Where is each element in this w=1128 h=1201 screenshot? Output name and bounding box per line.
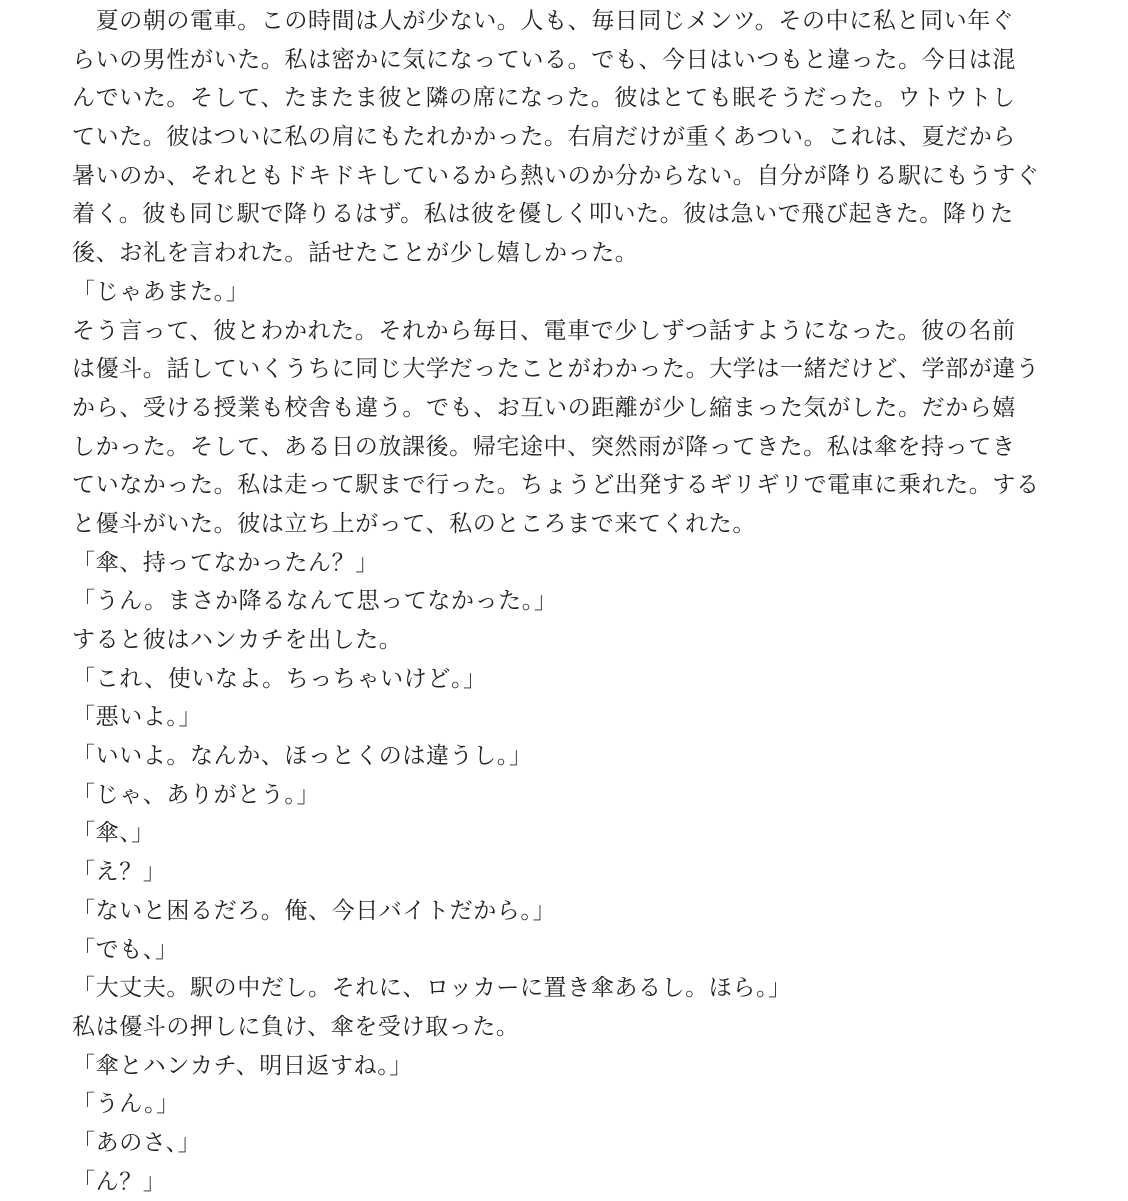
dialogue-line: 「でも、」	[72, 936, 179, 963]
story-text	[72, 2, 1072, 1201]
dialogue-line: 「え？」	[72, 859, 167, 886]
dialogue-line: 「大丈夫。駅の中だし。それに、ロッカーに置き傘あるし。ほら。」	[72, 975, 792, 1002]
text-line: そう言って、彼とわかれた。それから毎日、電車で少しずつ話すようになった。彼の名前	[72, 317, 1016, 344]
dialogue-line: 「これ、使いなよ。ちっちゃいけど。」	[72, 665, 487, 692]
dialogue-line: 「傘とハンカチ、明日返すね。」	[72, 1052, 413, 1079]
dialogue-line: 「じゃ、ありがとう。」	[72, 781, 321, 808]
text-line: から、受ける授業も校舎も違う。でも、お互いの距離が少し縮まった気がした。だから嬉	[72, 394, 1016, 421]
dialogue-line: 「傘、持ってなかったん？」	[72, 549, 379, 576]
text-line: 私は優斗の押しに負け、傘を受け取った。	[72, 1013, 520, 1040]
dialogue-line: 「じゃあまた。」	[72, 278, 250, 305]
dialogue-line: 「あのさ、」	[72, 1129, 202, 1156]
text-line: は優斗。話していくうちに同じ大学だったことがわかった。大学は一緒だけど、学部が違う	[72, 356, 1040, 383]
dialogue-line: 「悪いよ。」	[72, 704, 203, 731]
text-line: 後、お礼を言われた。話せたことが少し嬉しかった。	[72, 240, 639, 267]
dialogue-line: 「ん？」	[72, 1168, 167, 1195]
dialogue-line: 「ないと困るだろ。俺、今日バイトだから。」	[72, 897, 557, 924]
text-line: 暑いのか、それともドキドキしているから熱いのか分からない。自分が降りる駅にもうすぐ	[72, 162, 1040, 189]
text-line: と優斗がいた。彼は立ち上がって、私のところまで来てくれた。	[72, 510, 756, 537]
text-line: 着く。彼も同じ駅で降りるはず。私は彼を優しく叩いた。彼は急いで飛び起きた。降りた	[72, 201, 1014, 228]
text-line: ていた。彼はついに私の肩にもたれかかった。右肩だけが重くあつい。これは、夏だから	[72, 124, 1016, 151]
text-line: んでいた。そして、たまたま彼と隣の席になった。彼はとても眠そうだった。ウトウトし	[72, 85, 1016, 112]
text-line: らいの男性がいた。私は密かに気になっている。でも、今日はいつもと違った。今日は混	[72, 46, 1016, 73]
text-line: すると彼はハンカチを出した。	[72, 627, 403, 653]
dialogue-line: 「いいよ。なんか、ほっとくのは違うし。」	[72, 743, 533, 770]
dialogue-line: 「うん。」	[72, 1091, 180, 1118]
text-line: しかった。そして、ある日の放課後。帰宅途中、突然雨が降ってきた。私は傘を持ってき	[72, 433, 1016, 460]
dialogue-line: 「うん。まさか降るなんて思ってなかった。」	[72, 588, 558, 615]
text-line: 夏の朝の電車。この時間は人が少ない。人も、毎日同じメンツ。その中に私と同い年ぐ	[72, 8, 1015, 34]
text-line: ていなかった。私は走って駅まで行った。ちょうど出発するギリギリで電車に乗れた。する	[72, 472, 1040, 499]
dialogue-line: 「傘、」	[72, 820, 155, 847]
